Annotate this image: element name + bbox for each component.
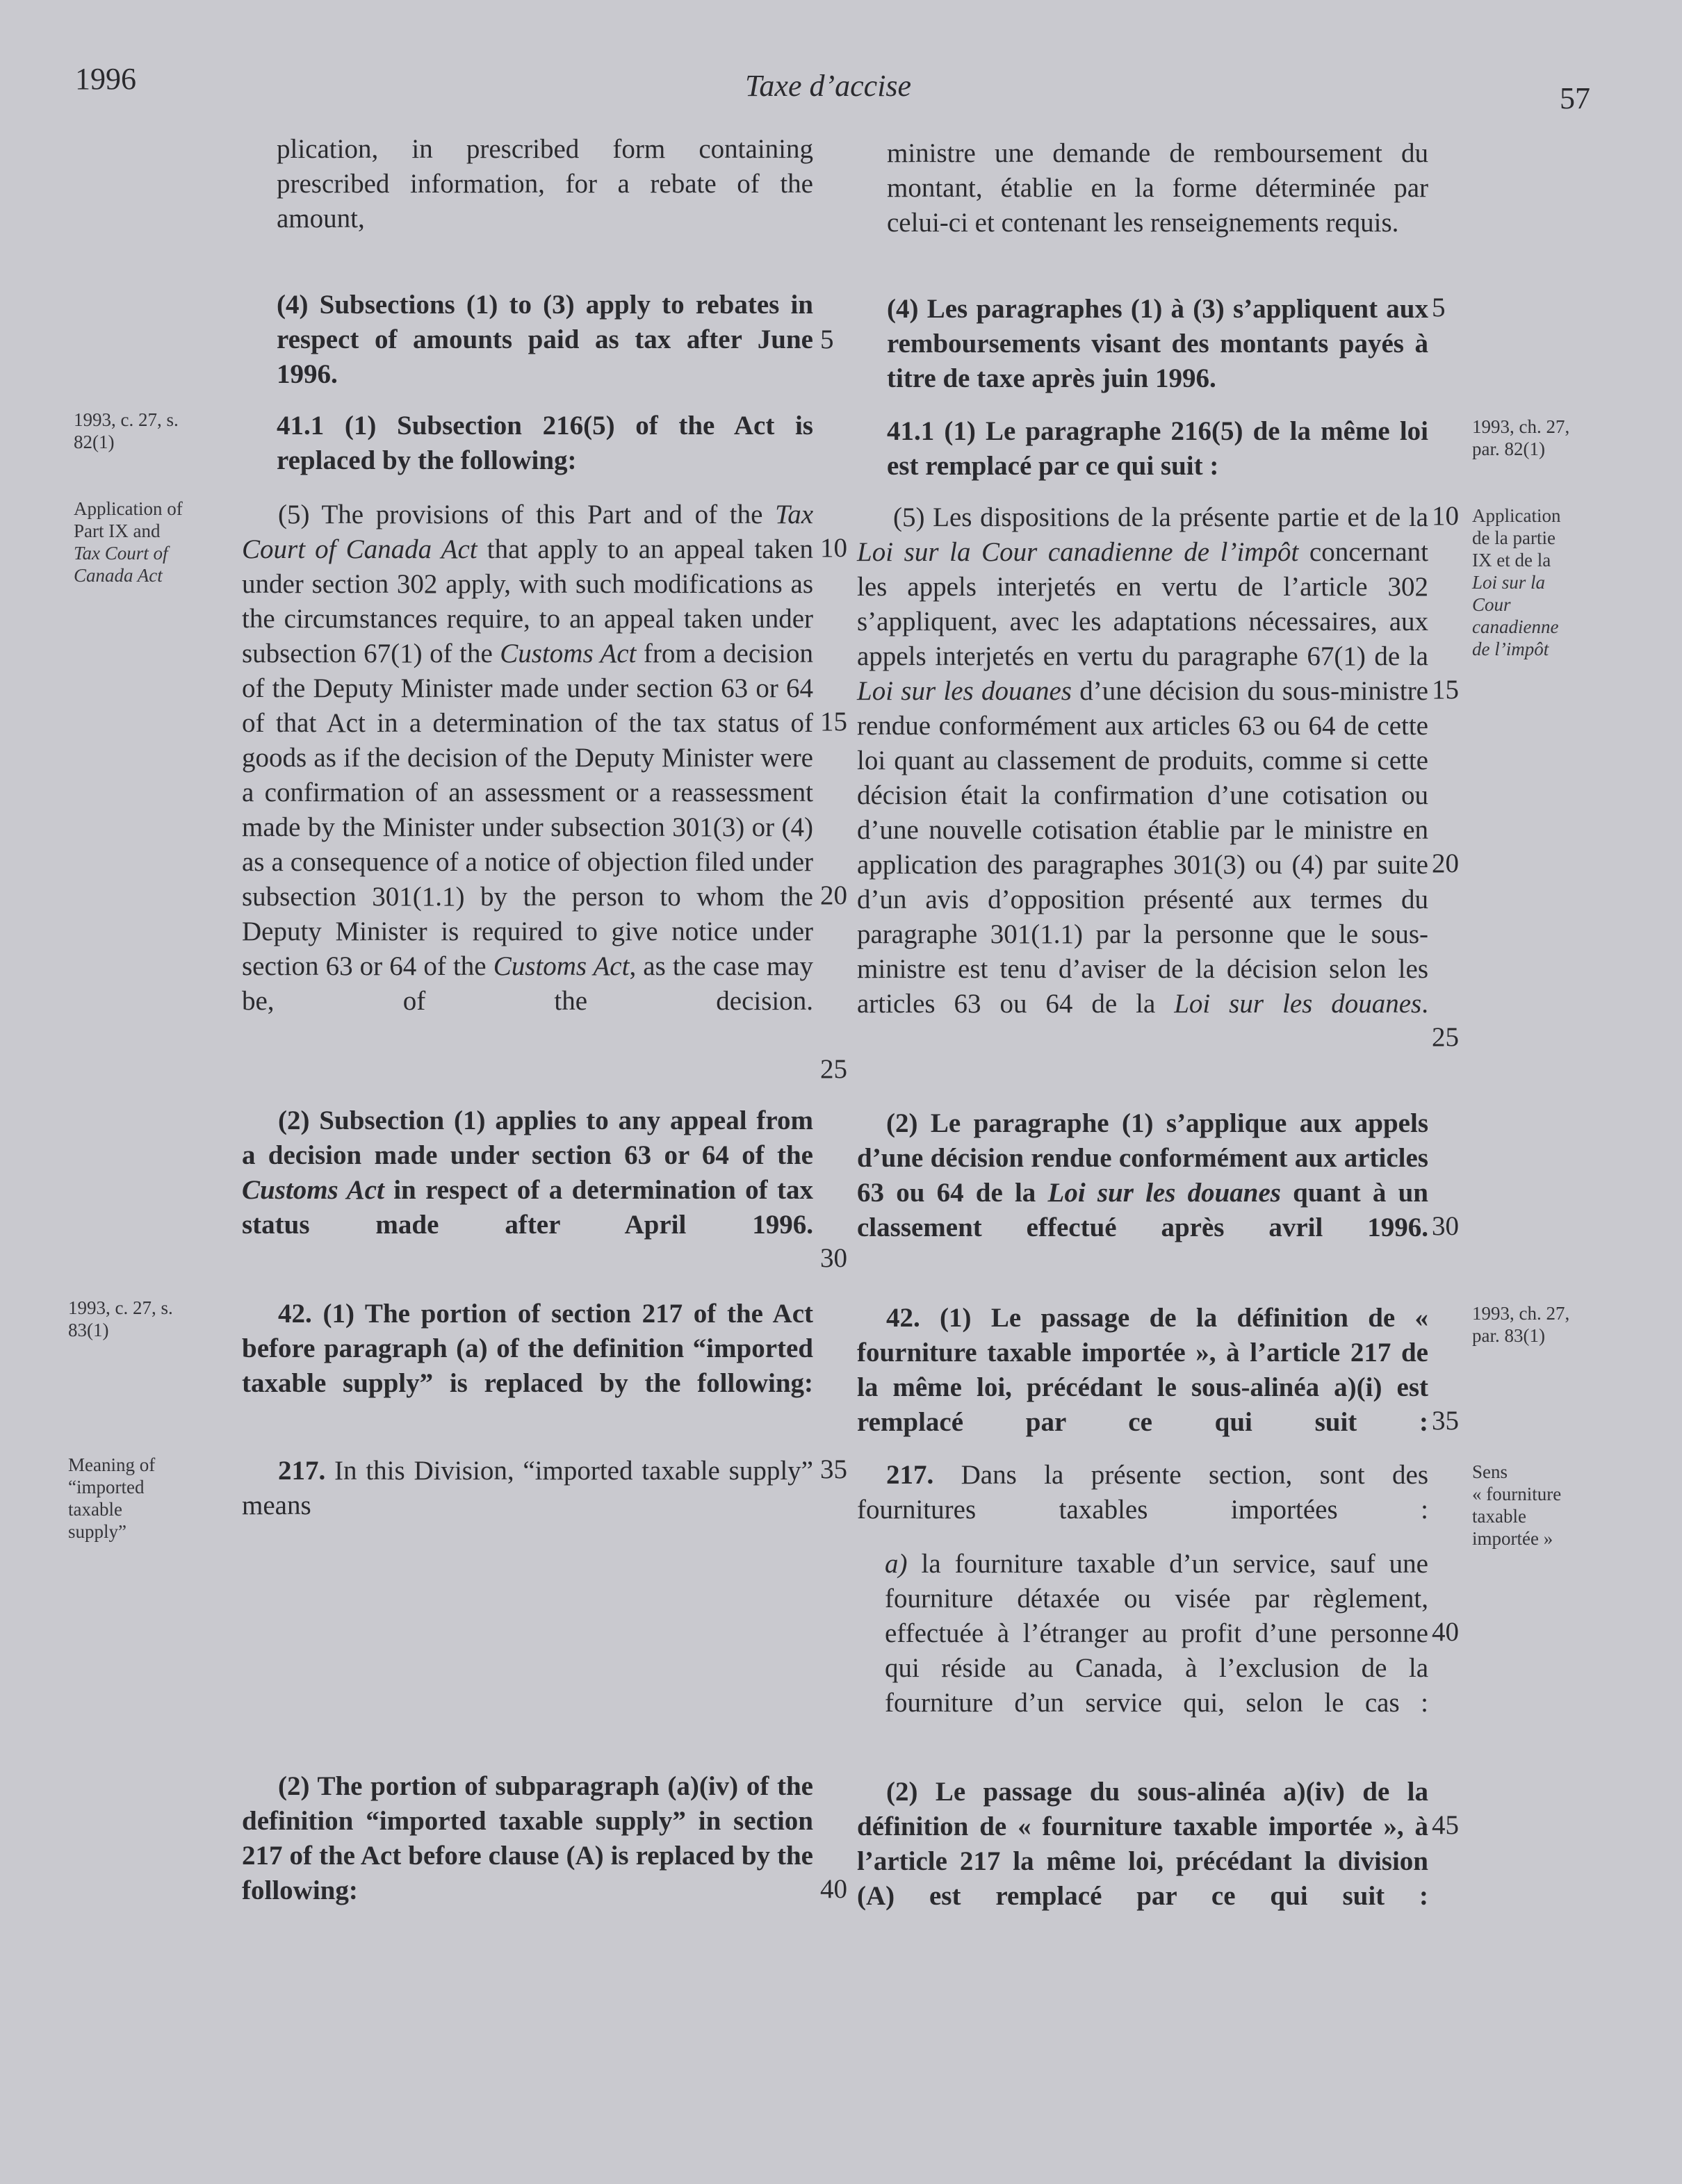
margin-note-fr-217-heading: Sens « fourniture taxable importée » bbox=[1472, 1461, 1562, 1549]
margin-note-en-217-heading: Meaning of “imported taxable supply” bbox=[68, 1454, 156, 1542]
en-paragraph-continuation: plication, in prescribed form containing prescribed information, for a rebate of the amount, bbox=[277, 134, 813, 233]
en-subsection-41-1-2: (2) Subsection (1) applies to any appeal from a decision made under section 63 or 64 of the Customs Act in respect of a determination of tax status made after April 1996. bbox=[242, 1106, 813, 1240]
margin-note-fr-41-1-citation: 1993, ch. 27, par. 82(1) bbox=[1472, 416, 1570, 459]
fr-paragraph-continuation: ministre une demande de remboursement du montant, établie en la forme déterminée par celui-ci et contenant les renseignements requis. bbox=[887, 138, 1428, 238]
fr-section-41-1-heading: 41.1 (1) Le paragraphe 216(5) de la même loi est remplacé par ce qui suit : bbox=[887, 416, 1428, 481]
en-line-number: 30 bbox=[820, 1243, 847, 1273]
fr-subsection-41-1-2: (2) Le paragraphe (1) s’applique aux appels d’une décision rendue conformément aux articles 63 ou 64 de la Loi sur les douanes quant à un classement effectué après avril 1996. bbox=[857, 1108, 1429, 1242]
fr-line-number: 5 bbox=[1432, 293, 1446, 322]
en-line-number: 20 bbox=[820, 880, 847, 910]
en-section-42-heading: 42. (1) The portion of section 217 of the Act before paragraph (a) of the definition “imported taxable supply” is replaced by the following: bbox=[242, 1299, 813, 1398]
en-subsection-4: (4) Subsections (1) to (3) apply to rebates in respect of amounts paid as tax after June 1996. bbox=[277, 290, 813, 389]
en-subsection-42-2: (2) The portion of subparagraph (a)(iv) of the definition “imported taxable supply” in section 217 of the Act before clause (A) is replaced by the following: bbox=[242, 1771, 813, 1905]
margin-note-en-41-1-citation: 1993, c. 27, s. 82(1) bbox=[74, 409, 179, 452]
page-number: 57 bbox=[1560, 81, 1590, 115]
fr-line-number: 40 bbox=[1432, 1617, 1459, 1647]
running-header-year: 1996 bbox=[75, 62, 136, 96]
margin-note-en-42-citation: 1993, c. 27, s. 83(1) bbox=[68, 1297, 173, 1340]
en-line-number: 10 bbox=[820, 533, 847, 563]
margin-note-fr-42-citation: 1993, ch. 27, par. 83(1) bbox=[1472, 1303, 1570, 1346]
en-line-number: 5 bbox=[820, 325, 834, 354]
fr-subsection-42-2: (2) Le passage du sous-alinéa a)(iv) de la définition de « fourniture taxable importée », à l’article 217 la même loi, précédant la division (A) est remplacé par ce qui suit : bbox=[857, 1777, 1428, 1911]
fr-subsection-216-5: (5) Les dispositions de la présente partie et de la Loi sur la Cour canadienne de l’impôt concernant les appels interjetés en vertu de l’article 302 s’appliquent, avec les adaptations nécessaires, aux appels interjetés en vertu du paragraphe 67(1) de la Loi sur les douanes d’une décision du sous-ministre rendue conformément aux articles 63 ou 64 de cette loi quant au classement de produits, comme si cette décision était la confirmation d’une cotisation ou d’une nouvelle cotisation établie par le ministre en application des paragraphes 301(3) ou (4) par suite d’un avis d’opposition présenté aux termes du paragraphe 301(1.1) par la personne que le sous-ministre est tenu d’aviser de la décision selon les articles 63 ou 64 de la Loi sur les douanes. bbox=[857, 502, 1428, 1019]
fr-line-number: 25 bbox=[1432, 1022, 1459, 1052]
en-subsection-216-5: (5) The provisions of this Part and of the Tax Court of Canada Act that apply to an appeal taken under section 302 apply, with such modifications as the circumstances require, to an appeal taken under subsection 67(1) of the Customs Act from a decision of the Deputy Minister made under section 63 or 64 of that Act in a determination of the tax status of goods as if the decision of the Deputy Minister were a confirmation of an assessment or a reassessment made by the Minister under subsection 301(3) or (4) as a consequence of a notice of objection filed under subsection 301(1.1) by the person to whom the Deputy Minister is required to give notice under section 63 or 64 of the Customs Act, as the case may be, of the decision. bbox=[242, 500, 813, 1016]
fr-subsection-4: (4) Les paragraphes (1) à (3) s’appliquent aux remboursements visant des montants payés à titre de taxe après juin 1996. bbox=[887, 294, 1428, 393]
fr-line-number: 20 bbox=[1432, 848, 1459, 878]
margin-note-en-41-1-heading: Application of Part IX and Tax Court of Canada Act bbox=[74, 498, 183, 586]
fr-line-number: 35 bbox=[1432, 1406, 1459, 1436]
fr-line-number: 15 bbox=[1432, 675, 1459, 705]
running-header-title: Taxe d’accise bbox=[745, 69, 912, 103]
en-line-number: 35 bbox=[820, 1454, 847, 1484]
en-section-41-1-heading: 41.1 (1) Subsection 216(5) of the Act is replaced by the following: bbox=[277, 411, 813, 475]
fr-section-217: 217. Dans la présente section, sont des fournitures taxables importées : bbox=[857, 1460, 1428, 1525]
en-line-number: 40 bbox=[820, 1874, 847, 1904]
en-section-217: 217. In this Division, “imported taxable supply” means bbox=[242, 1456, 813, 1520]
fr-line-number: 10 bbox=[1432, 501, 1459, 531]
fr-section-42-heading: 42. (1) Le passage de la définition de « fourniture taxable importée », à l’article 217 de la même loi, précédant le sous-alinéa a)(i) est remplacé par ce qui suit : bbox=[857, 1303, 1428, 1437]
margin-note-fr-41-1-heading: Application de la partie IX et de la Loi sur la Cour canadienne de l’impôt bbox=[1472, 505, 1561, 659]
fr-line-number: 45 bbox=[1432, 1810, 1459, 1840]
fr-line-number: 30 bbox=[1432, 1211, 1459, 1241]
fr-paragraph-217-a: a) la fourniture taxable d’un service, sauf une fourniture détaxée ou visée par règlement, effectuée à l’étranger au profit d’une personne qui réside au Canada, à l’exclusion de la fourniture d’un service qui, selon le cas : bbox=[885, 1549, 1428, 1718]
en-line-number: 25 bbox=[820, 1054, 847, 1084]
en-line-number: 15 bbox=[820, 707, 847, 737]
